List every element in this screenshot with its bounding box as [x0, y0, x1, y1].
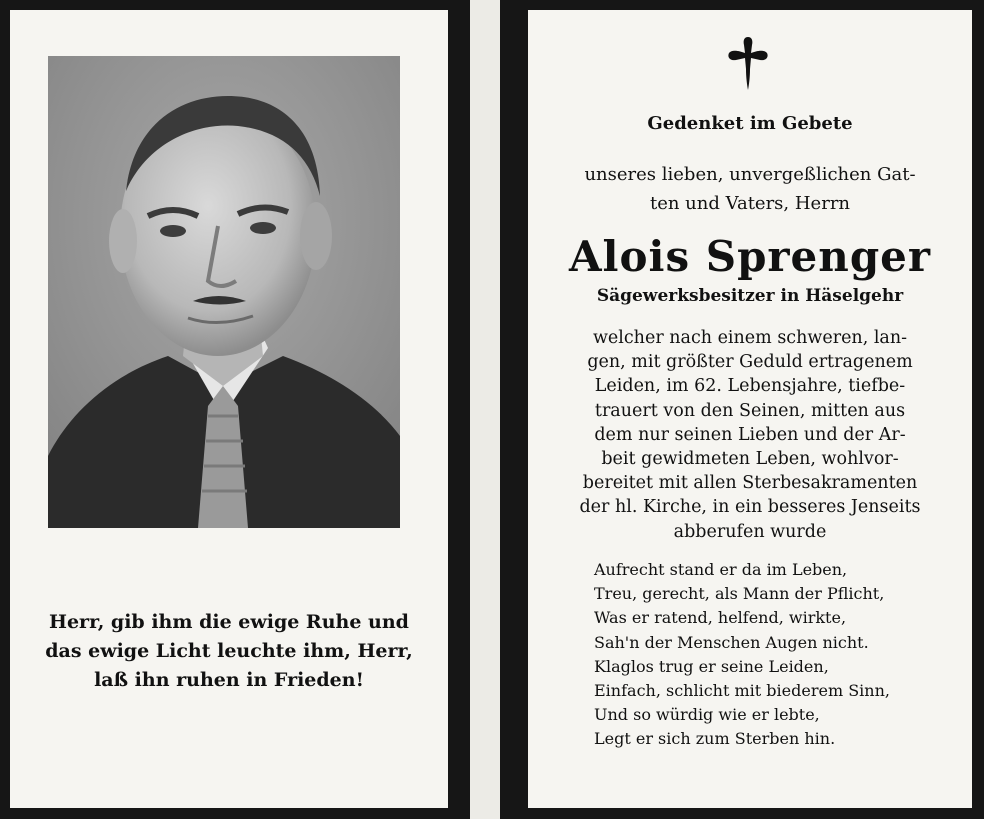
prayer-text [24, 608, 434, 695]
obituary-line: bereitet mit allen Sterbesakramenten [582, 473, 918, 494]
prayer-line: das ewige Licht leuchte ihm, Herr, [45, 640, 413, 662]
obituary-text [548, 326, 952, 544]
obituary-line: Leiden, im 62. Lebensjahre, tiefbe- [594, 376, 906, 397]
right-card [528, 10, 972, 808]
obituary-line: gen, mit größter Geduld ertragenem [587, 352, 913, 373]
poem-line: Was er ratend, helfend, wirkte, [594, 608, 847, 628]
memorial-heading: Gedenket im Gebete [647, 113, 853, 134]
cross-icon [726, 35, 770, 91]
obituary-line: dem nur seinen Lieben und der Ar- [594, 424, 906, 445]
left-card [10, 10, 448, 808]
poem-line: Sah'n der Menschen Augen nicht. [594, 632, 869, 652]
poem [594, 558, 954, 752]
poem-line: Aufrecht stand er da im Leben, [594, 560, 848, 579]
poem-line: Und so würdig wie er lebte, [594, 705, 820, 725]
prayer-line: Herr, gib ihm die ewige Ruhe und [49, 611, 409, 633]
obituary-line: der hl. Kirche, in ein besseres Jenseits [579, 497, 921, 518]
poem-line: Treu, gerecht, als Mann der Pflicht, [594, 584, 885, 604]
intro-line: ten und Vaters, Herrn [649, 193, 851, 214]
profession: Sägewerksbesitzer in Häselgehr [596, 286, 904, 306]
prayer-line: laß ihn ruhen in Frieden! [94, 669, 364, 691]
poem-line: Einfach, schlicht mit biederem Sinn, [594, 681, 890, 701]
obituary-line: beit gewidmeten Leben, wohlvor- [601, 449, 899, 470]
obituary-line: abberufen wurde [673, 521, 827, 542]
poem-line: Klaglos trug er seine Leiden, [594, 656, 829, 676]
poem-line: Legt er sich zum Sterben hin. [594, 729, 836, 749]
intro-text [548, 160, 952, 218]
intro-line: unseres lieben, unvergeßlichen Gat- [584, 164, 916, 185]
page-gutter [470, 0, 500, 819]
obituary-line: trauert von den Seinen, mitten aus [594, 400, 906, 421]
deceased-name: Alois Sprenger [568, 232, 932, 281]
portrait-photo [48, 56, 400, 528]
obituary-line: welcher nach einem schweren, lan- [592, 328, 908, 348]
